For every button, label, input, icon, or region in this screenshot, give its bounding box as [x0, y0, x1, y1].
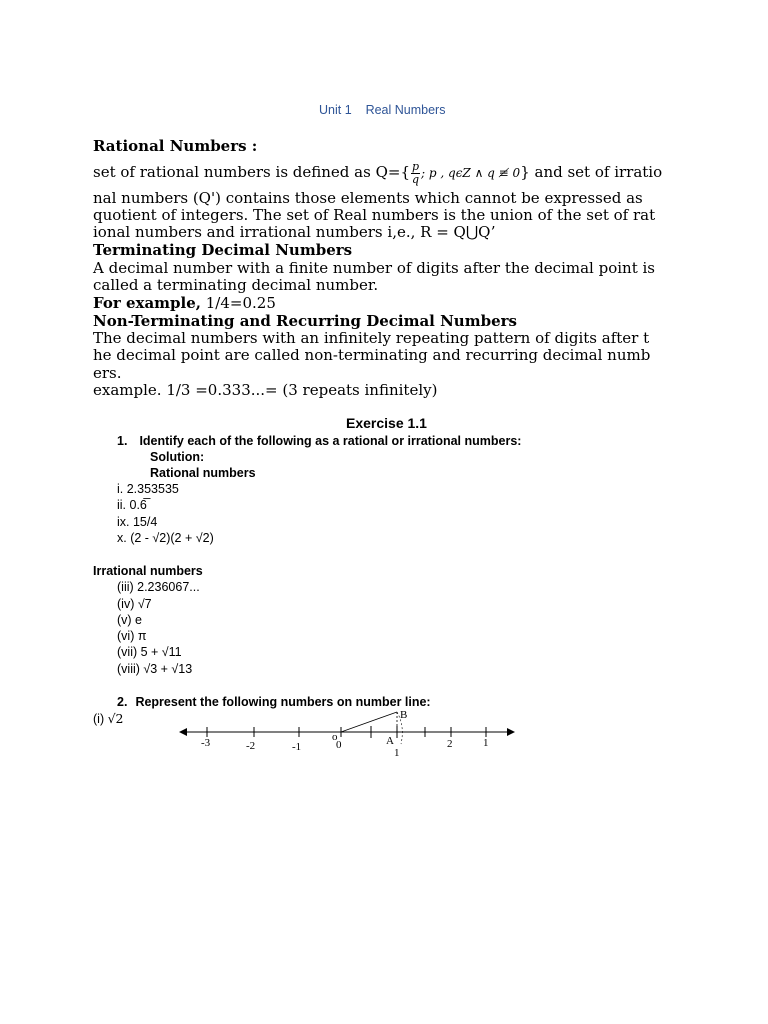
solution-label: Solution:	[150, 450, 205, 464]
header-unit: Unit 1	[319, 103, 352, 117]
irrational-numbers-heading: Irrational numbers	[93, 564, 203, 578]
exercise-title: Exercise 1.1	[346, 415, 427, 431]
hypotenuse-line	[341, 712, 397, 732]
rational-item: ii. 0.6̅	[117, 498, 147, 512]
p-over-q-fraction	[411, 161, 420, 186]
terminating-example	[93, 294, 276, 312]
rational-heading: Rational Numbers :	[93, 137, 258, 155]
nonterminating-line1: The decimal numbers with an infinitely repeating pattern of digits after t	[93, 329, 650, 347]
nonterminating-example: example. 1/3 =0.333...= (3 repeats infinitely)	[93, 381, 438, 399]
q2-item-value: √2	[107, 711, 124, 726]
q2-number: 2.	[117, 695, 128, 709]
rational-line2: nal numbers (Q') contains those elements which cannot be expressed as	[93, 189, 643, 207]
q2-item	[93, 711, 124, 726]
tick-label: 0	[336, 739, 342, 751]
rational-item: i. 2.353535	[117, 482, 179, 496]
terminating-line1: A decimal number with a finite number of digits after the decimal point is	[93, 259, 655, 277]
irrational-item: (vi) π	[117, 629, 147, 643]
rational-line3: quotient of integers. The set of Real numbers is the union of the set of rat	[93, 206, 656, 224]
number-line-figure	[175, 704, 520, 764]
tick-label: 2	[447, 738, 453, 750]
irrational-item: (viii) √3 + √13	[117, 662, 193, 676]
q2-item-label: (i)	[93, 712, 108, 726]
tick-label: -1	[292, 741, 302, 753]
point-a-label: A	[386, 735, 394, 747]
irrational-item: (iv) √7	[117, 597, 152, 611]
rational-definition	[93, 158, 662, 187]
tick-label: 1	[483, 737, 489, 749]
below-a-label: 1	[394, 747, 400, 759]
example-label: For example,	[93, 294, 201, 312]
left-arrow-icon	[179, 728, 187, 736]
frac-den: q	[412, 172, 420, 186]
irrational-item: (v) e	[117, 613, 142, 627]
q1-number: 1.	[117, 434, 128, 448]
rational-line4: ional numbers and irrational numbers i,e., R = Q⋃Q’	[93, 223, 496, 241]
nonterminating-heading: Non-Terminating and Recurring Decimal Numbers	[93, 312, 517, 330]
q2-text: Represent the following numbers on number line:	[135, 695, 431, 709]
irrational-item: (iii) 2.236067...	[117, 580, 200, 594]
page-header	[319, 103, 445, 117]
terminating-heading: Terminating Decimal Numbers	[93, 241, 353, 259]
frac-num: p	[412, 159, 420, 173]
header-topic: Real Numbers	[365, 103, 446, 117]
point-b-label: B	[400, 709, 408, 721]
origin-label: o	[332, 731, 338, 743]
def-post: } and set of irratio	[520, 163, 663, 181]
question-1	[117, 434, 521, 448]
tick-label: -2	[246, 740, 256, 752]
irrational-item: (vii) 5 + √11	[117, 645, 182, 659]
nonterminating-line2: he decimal point are called non-terminating and recurring decimal numb	[93, 346, 651, 364]
def-pre: set of rational numbers is defined as Q={	[93, 163, 410, 181]
example-value: 1/4=0.25	[201, 294, 276, 312]
nonterminating-line3: ers.	[93, 364, 122, 382]
terminating-line2: called a terminating decimal number.	[93, 276, 379, 294]
right-arrow-icon	[507, 728, 515, 736]
q1-text: Identify each of the following as a rational or irrational numbers:	[139, 434, 522, 448]
def-condition: ; p , qϵZ ∧ q ≢ 0	[421, 166, 521, 180]
rational-numbers-heading: Rational numbers	[150, 466, 256, 480]
rational-item: ix. 15/4	[117, 515, 158, 529]
rational-item: x. (2 - √2)(2 + √2)	[117, 531, 214, 545]
tick-label: -3	[201, 737, 211, 749]
